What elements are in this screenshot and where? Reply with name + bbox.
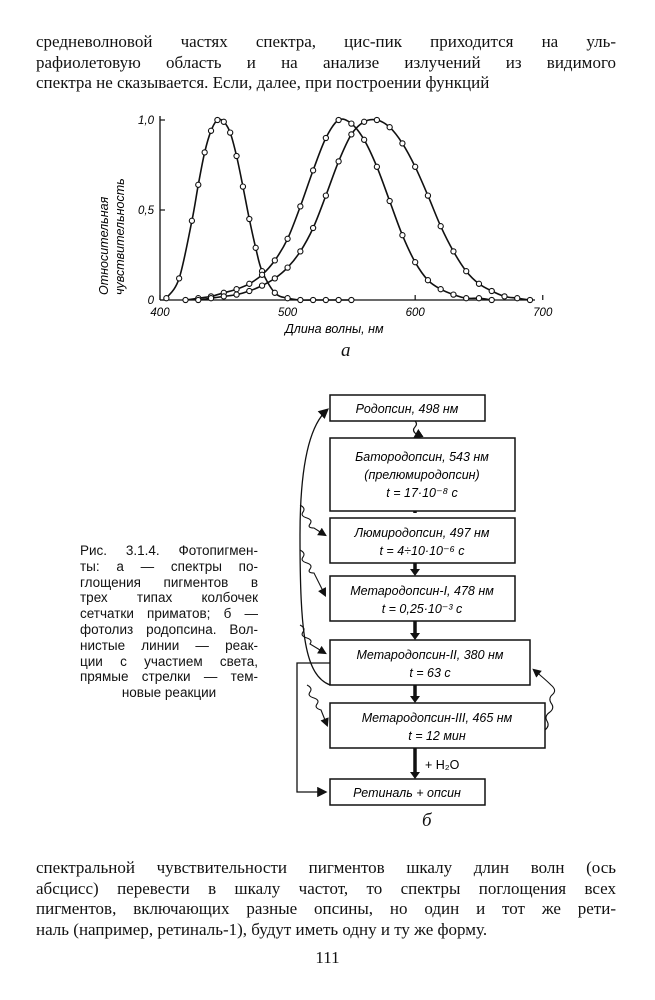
data-point bbox=[298, 204, 303, 209]
data-point bbox=[253, 245, 258, 250]
text-line: рафиолетовую область и на анализе излучений из видимого bbox=[36, 52, 616, 72]
data-point bbox=[374, 117, 379, 122]
data-point bbox=[489, 297, 494, 302]
caption-line: прямые стрелки — тем- bbox=[80, 669, 258, 685]
data-point bbox=[189, 218, 194, 223]
data-point bbox=[464, 269, 469, 274]
photolysis-scheme bbox=[285, 385, 575, 815]
box-line: Люмиродопсин, 497 нм bbox=[354, 526, 490, 540]
box-line: t = 63 с bbox=[409, 666, 451, 680]
caption-line: глощения пигментов в bbox=[80, 574, 258, 590]
data-point bbox=[247, 216, 252, 221]
data-point bbox=[362, 119, 367, 124]
data-point bbox=[438, 287, 443, 292]
data-point bbox=[349, 132, 354, 137]
data-point bbox=[228, 130, 233, 135]
y-axis-label: Относительная bbox=[97, 196, 111, 295]
data-point bbox=[164, 296, 169, 301]
data-point bbox=[451, 249, 456, 254]
data-point bbox=[208, 296, 213, 301]
data-point bbox=[336, 117, 341, 122]
box-line: Метародопсин-III, 465 нм bbox=[361, 711, 513, 725]
data-point bbox=[272, 290, 277, 295]
data-point bbox=[336, 159, 341, 164]
light-reaction-arrow bbox=[300, 625, 325, 653]
data-point bbox=[400, 233, 405, 238]
chart-series bbox=[164, 117, 533, 302]
data-point bbox=[349, 297, 354, 302]
data-point bbox=[240, 184, 245, 189]
data-point bbox=[202, 150, 207, 155]
data-point bbox=[221, 119, 226, 124]
caption-line: нистые линии — реак- bbox=[80, 637, 258, 653]
y-axis-label: чувствительность bbox=[113, 178, 127, 295]
caption-line: сетчатки приматов; б — bbox=[80, 606, 258, 622]
data-point bbox=[451, 292, 456, 297]
data-point bbox=[425, 193, 430, 198]
paragraph-bottom bbox=[36, 858, 616, 940]
data-point bbox=[183, 297, 188, 302]
data-point bbox=[208, 128, 213, 133]
data-point bbox=[196, 182, 201, 187]
box-line: t = 0,25·10⁻³ с bbox=[381, 602, 463, 616]
data-point bbox=[298, 249, 303, 254]
y-tick-label: 1,0 bbox=[138, 115, 154, 127]
text-line: абсцисс) перевести в шкалу частот, то спектры поглощения всех bbox=[36, 878, 616, 898]
data-point bbox=[247, 281, 252, 286]
y-tick-label: 0,5 bbox=[138, 205, 154, 217]
scheme-box-metarhodopsin-3 bbox=[330, 703, 545, 748]
figure-label-b: б bbox=[422, 810, 432, 831]
scheme-box-rhodopsin bbox=[330, 395, 485, 421]
box-line: Метародопсин-II, 380 нм bbox=[356, 648, 504, 662]
text-line: средневолновой частях спектра, цис-пик приходится на уль- bbox=[36, 32, 616, 51]
data-point bbox=[515, 296, 520, 301]
data-point bbox=[272, 276, 277, 281]
data-point bbox=[285, 236, 290, 241]
light-reaction-arrow bbox=[300, 550, 325, 595]
scheme-box-bathorhodopsin bbox=[330, 438, 515, 511]
box-line: t = 4÷10·10⁻⁶ с bbox=[379, 544, 465, 558]
caption-line: новые реакции bbox=[121, 685, 217, 701]
data-point bbox=[425, 278, 430, 283]
scheme-box-metarhodopsin-1 bbox=[330, 576, 515, 621]
light-reaction-arrow bbox=[300, 505, 325, 535]
data-point bbox=[349, 121, 354, 126]
x-tick-label: 400 bbox=[150, 307, 170, 319]
data-point bbox=[311, 297, 316, 302]
box-line: Ретиналь + опсин bbox=[353, 786, 461, 800]
caption-line: Рис. 3.1.4. Фотопигмен- bbox=[80, 543, 258, 558]
box-line: Метародопсин-I, 478 нм bbox=[350, 584, 494, 598]
data-point bbox=[272, 258, 277, 263]
scheme-box-retinal-opsin bbox=[330, 779, 485, 805]
data-point bbox=[215, 117, 220, 122]
series-line bbox=[186, 119, 492, 300]
light-reaction-arrow bbox=[307, 685, 327, 725]
data-point bbox=[259, 272, 264, 277]
data-point bbox=[234, 287, 239, 292]
data-point bbox=[177, 276, 182, 281]
data-point bbox=[438, 224, 443, 229]
data-point bbox=[323, 297, 328, 302]
absorption-spectra-chart bbox=[90, 100, 553, 350]
data-point bbox=[196, 297, 201, 302]
series-line bbox=[166, 119, 351, 300]
data-point bbox=[311, 225, 316, 230]
h2o-label: + H₂O bbox=[425, 758, 460, 772]
data-point bbox=[362, 137, 367, 142]
box-line: (прелюмиродопсин) bbox=[364, 468, 480, 482]
figure-caption bbox=[80, 543, 258, 701]
data-point bbox=[298, 297, 303, 302]
data-point bbox=[259, 283, 264, 288]
x-tick-label: 700 bbox=[533, 307, 553, 319]
light-reaction-arrow bbox=[414, 421, 417, 437]
box-line: Батородопсин, 543 нм bbox=[355, 450, 489, 464]
data-point bbox=[336, 297, 341, 302]
scheme-box-metarhodopsin-2 bbox=[330, 640, 530, 685]
data-point bbox=[221, 294, 226, 299]
x-tick-label: 600 bbox=[405, 307, 425, 319]
box-line: Родопсин, 498 нм bbox=[355, 402, 459, 416]
data-point bbox=[234, 153, 239, 158]
data-point bbox=[476, 296, 481, 301]
box-line: t = 17·10⁻⁸ с bbox=[386, 486, 458, 500]
figure-label-a: а bbox=[341, 340, 351, 361]
y-tick-label: 0 bbox=[147, 295, 154, 307]
x-axis-label: Длина волны, нм bbox=[285, 322, 384, 336]
data-point bbox=[502, 294, 507, 299]
data-point bbox=[285, 296, 290, 301]
data-point bbox=[400, 141, 405, 146]
data-point bbox=[311, 168, 316, 173]
text-line: спектра не сказывается. Если, далее, при построении функций bbox=[36, 73, 490, 92]
light-return-arrow bbox=[300, 410, 330, 685]
box-line: t = 12 мин bbox=[408, 729, 466, 743]
data-point bbox=[285, 265, 290, 270]
data-point bbox=[527, 297, 532, 302]
data-point bbox=[489, 288, 494, 293]
data-point bbox=[413, 164, 418, 169]
text-line: пигментов, включающих разные опсины, но один и тот же рети- bbox=[36, 899, 616, 918]
paragraph-top bbox=[36, 32, 616, 94]
scheme-box-lumirhodopsin bbox=[330, 518, 515, 563]
caption-line: ции с участием света, bbox=[80, 653, 258, 669]
x-tick-label: 500 bbox=[277, 307, 298, 319]
page-number: 111 bbox=[315, 948, 340, 967]
caption-line: ты: а — спектры по- bbox=[80, 558, 258, 574]
data-point bbox=[387, 125, 392, 130]
data-point bbox=[234, 292, 239, 297]
data-point bbox=[323, 135, 328, 140]
data-point bbox=[413, 260, 418, 265]
text-line: спектральной чувствительности пигментов шкалу длин волн (ось bbox=[36, 858, 616, 877]
text-line: наль (например, ретиналь-1), будут иметь одну и ту же форму. bbox=[36, 919, 488, 939]
data-point bbox=[323, 193, 328, 198]
caption-line: трех типах колбочек bbox=[80, 590, 258, 606]
caption-line: фотолиз родопсина. Вол- bbox=[80, 621, 258, 637]
data-point bbox=[476, 281, 481, 286]
data-point bbox=[464, 296, 469, 301]
data-point bbox=[387, 198, 392, 203]
data-point bbox=[247, 288, 252, 293]
data-point bbox=[374, 164, 379, 169]
